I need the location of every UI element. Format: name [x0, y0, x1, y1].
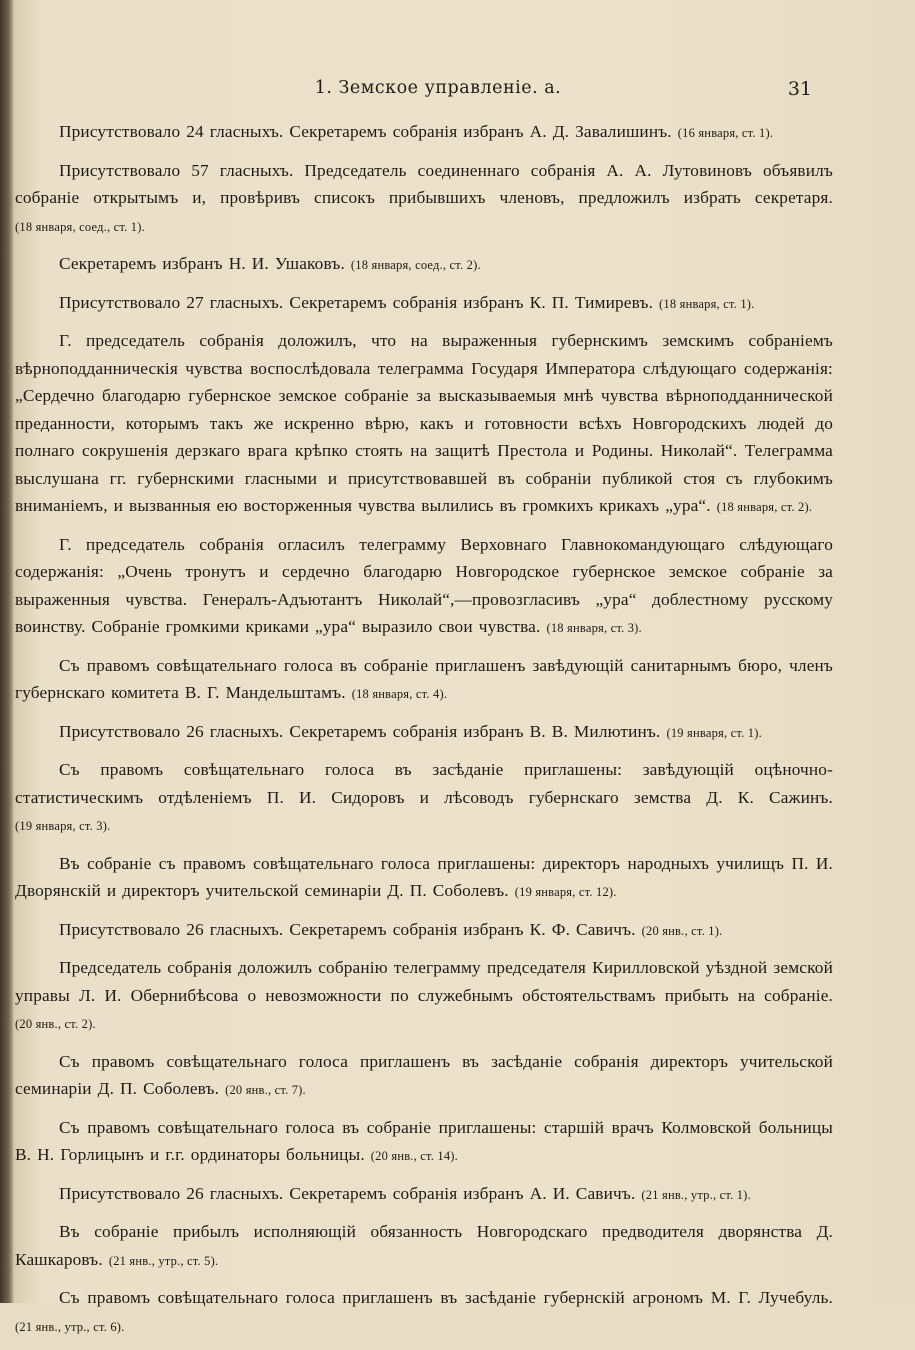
citation-ref: (21 янв., утр., ст. 6).: [15, 1319, 125, 1334]
paragraph-text: Г. председатель собранія доложилъ, что на выраженныя губернскимъ земскимъ собраніемъ вѣрноподданническія чувства воспослѣдовала телеграмма Государя Императора слѣдующаго содержанія: „Сердечно благодарю губернское земское собраніе за высказываемыя мнѣ чувства вѣрноподданнической преданности, которымъ такъ же искренно вѣрю, какъ и готовности всѣхъ Новгородскихъ людей до полнаго сокрушенія дерзкаго врага крѣпко стоять на защитѣ Престола и Родины. Николай“. Телеграмма выслушана гг. губернскими гласными и присутствовавшей въ собраніи публикой стоя съ глубокимъ вниманіемъ, и вызванныя ею восторженныя чувства вылились въ громкихъ крикахъ „ура“.: [15, 331, 833, 515]
paragraph: [15, 718, 833, 748]
paragraph-text: Въ собраніе съ правомъ совѣщательнаго голоса приглашены: директоръ народныхъ училищъ П. И. Дворянскій и директоръ учительской семинаріи Д. П. Соболевъ.: [15, 853, 833, 900]
citation-ref: (19 января, ст. 1).: [666, 725, 762, 740]
citation-ref: (18 января, ст. 1).: [659, 296, 755, 311]
paragraph: [15, 1218, 833, 1275]
paragraph-text: Съ правомъ совѣщательнаго голоса приглашенъ въ засѣданіе собранія директоръ учительской семинаріи Д. П. Соболевъ.: [15, 1051, 833, 1098]
citation-ref: (18 января, ст. 3).: [546, 621, 642, 635]
page-number: 31: [787, 78, 812, 100]
paragraph: [15, 1180, 833, 1210]
citation-ref: (20 янв., ст. 14).: [370, 1149, 458, 1163]
running-title: 1. Земское управленіе. а.: [314, 78, 562, 98]
citation-ref: (21 янв., утр., ст. 1).: [641, 1187, 751, 1202]
paragraph: [15, 652, 833, 709]
paragraph: [15, 327, 833, 522]
paragraph-text: Секретаремъ избранъ Н. И. Ушаковъ.: [59, 254, 345, 273]
paragraph: [15, 118, 833, 148]
citation-ref: (18 января, ст. 4).: [351, 687, 448, 701]
page-body: [15, 118, 833, 1350]
paragraph-text: Присутствовало 26 гласныхъ. Секретаремъ собранія избранъ А. И. Савичъ.: [59, 1183, 636, 1203]
citation-ref: (20 янв., ст. 1).: [641, 923, 723, 938]
book-spine-shadow: [0, 0, 14, 1303]
paragraph-text: Съ правомъ совѣщательнаго голоса въ засѣданіе приглашены: завѣдующій оцѣночно-статистическимъ отдѣленіемъ П. И. Сидоровъ и лѣсоводъ губернскаго земства Д. К. Сажинъ.: [15, 760, 833, 807]
citation-ref: (19 января, ст. 12).: [514, 885, 617, 899]
paragraph: [15, 954, 833, 1039]
paragraph: [15, 157, 833, 242]
paragraph: [15, 289, 833, 319]
citation-ref: (19 января, ст. 3).: [15, 819, 111, 833]
citation-ref: (21 янв., утр., ст. 5).: [108, 1253, 219, 1268]
paragraph-text: Въ собраніе прибылъ исполняющій обязанность Новгородскаго предводителя дворянства Д. Кашкаровъ.: [15, 1222, 833, 1269]
paragraph: [15, 531, 833, 643]
citation-ref: (18 января, соед., ст. 2).: [350, 258, 481, 272]
citation-ref: (18 января, ст. 2).: [716, 500, 813, 514]
paragraph-text: Присутствовало 27 гласныхъ. Секретаремъ собранія избранъ К. П. Тимиревъ.: [59, 292, 654, 312]
paragraph-text: Присутствовало 26 гласныхъ. Секретаремъ собранія избранъ К. Ф. Савичъ.: [59, 919, 636, 939]
paragraph-text: Председатель собранія доложилъ собранію телеграмму председателя Кирилловской уѣздной земской управы Л. И. Обернибѣсова о невозможности по служебнымъ обстоятельствамъ прибыть на собраніе.: [15, 958, 833, 1005]
citation-ref: (16 января, ст. 1).: [677, 126, 774, 140]
paragraph-text: Съ правомъ совѣщательнаго голоса приглашенъ въ засѣданіе губернскій агрономъ М. Г. Лучебуль.: [59, 1288, 833, 1307]
paragraph: [15, 850, 833, 907]
paragraph-text: Съ правомъ совѣщательнаго голоса въ собраніе приглашенъ завѣдующій санитарнымъ бюро, членъ губернскаго комитета В. Г. Мандельштамъ.: [15, 655, 833, 702]
paragraph-text: Присутствовало 24 гласныхъ. Секретаремъ собранія избранъ А. Д. Завалишинъ.: [59, 122, 672, 141]
paragraph-text: Присутствовало 26 гласныхъ. Секретаремъ собранія избранъ В. В. Милютинъ.: [59, 721, 661, 741]
page-header: [58, 78, 818, 104]
paragraph: [15, 1284, 833, 1341]
citation-ref: (20 янв., ст. 2).: [15, 1017, 96, 1031]
citation-ref: (20 янв., ст. 7).: [225, 1083, 306, 1097]
paragraph-text: Съ правомъ совѣщательнаго голоса въ собраніе приглашены: старшій врачъ Колмовской больницы В. Н. Горлицынъ и г.г. ординаторы больницы.: [15, 1117, 833, 1164]
paragraph: [15, 1114, 833, 1171]
paragraph: [15, 756, 833, 841]
paragraph-text: Присутствовало 57 гласныхъ. Председатель соединеннаго собранія А. А. Лутовиновъ объявилъ собраніе открытымъ и, провѣривъ списокъ прибывшихъ членовъ, предложилъ избрать секретаря.: [15, 160, 833, 207]
paragraph: [15, 1048, 833, 1105]
paragraph: [15, 916, 833, 946]
paragraph: [15, 250, 833, 280]
paragraph-text: Г. председатель собранія огласилъ телеграмму Верховнаго Главнокомандующаго слѣдующаго содержанія: „Очень тронутъ и сердечно благодарю Новгородское губернское земское собраніе за выраженныя чувства. Генералъ-Адъютантъ Николай“,—провозгласивъ „ура“ доблестному русскому воинству. Собраніе громкими криками „ура“ выразило свои чувства.: [15, 534, 833, 636]
citation-ref: (18 января, соед., ст. 1).: [15, 219, 145, 234]
